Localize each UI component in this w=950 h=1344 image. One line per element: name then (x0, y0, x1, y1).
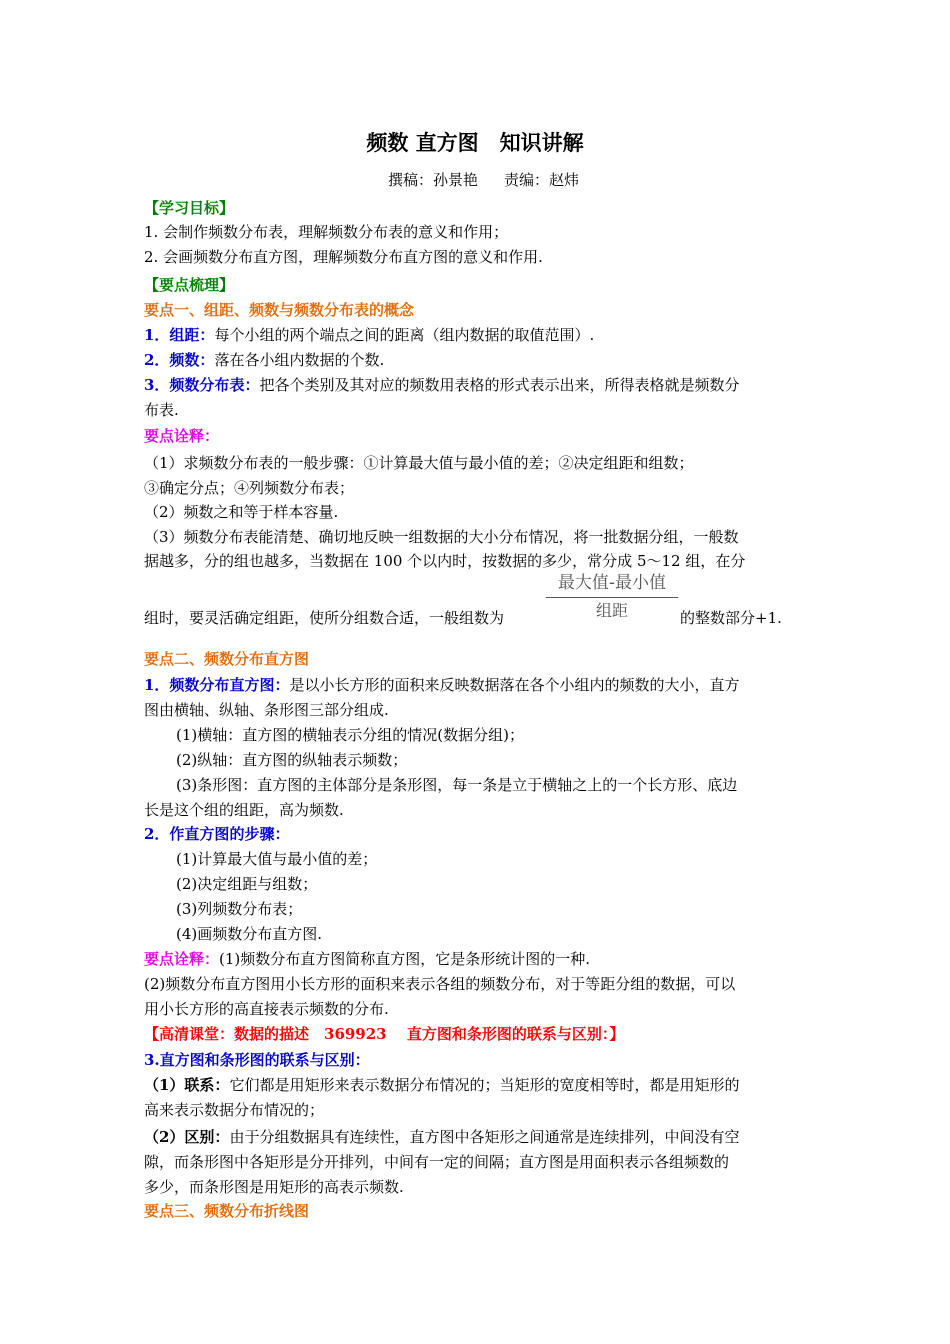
definition-text: 每个小组的两个端点之间的距离（组内数据的取值范围）. (214, 326, 595, 344)
page-title: 频数 直方图 知识讲解 (366, 130, 584, 155)
definition-text: 是以小长方形的面积来反映数据落在各个小组内的频数的大小，直方 (289, 676, 740, 694)
point2-definition-1-cont: 图由横轴、纵轴、条形图三部分组成. (144, 701, 389, 719)
point1-definition-2 (144, 350, 384, 370)
note-heading: 要点诠释： (144, 950, 220, 968)
term-label: （2）区别： (144, 1128, 230, 1146)
step-1: (1)计算最大值与最小值的差； (176, 850, 378, 868)
term-label: 1．频数分布直方图： (144, 676, 290, 694)
connection-line-cont: 高来表示数据分布情况的； (144, 1101, 325, 1119)
note-text: 组时，要灵活确定组距，使所分组数合适，一般组数为 (144, 609, 505, 627)
fraction-numerator: 最大值-最小值 (557, 573, 667, 593)
point2-note-1 (144, 949, 590, 969)
point1-note-3b: 据越多，分的组也越多，当数据在 100 个以内时，按数据的多少，常分成 5～12 组，在分 (144, 552, 746, 570)
term-label: 1．组距： (144, 326, 215, 344)
definition-text: 把各个类别及其对应的频数用表格的形式表示出来，所得表格就是频数分 (259, 376, 740, 394)
point1-definition-3-cont: 布表. (144, 401, 179, 419)
definition-text: 由于分组数据具有连续性，直方图中各矩形之间通常是连续排列，中间没有空 (229, 1128, 740, 1146)
difference-line-cont-1: 隙，而条形图中各矩形是分开排列，中间有一定的间隔；直方图是用面积表示各组频数的 (144, 1153, 730, 1171)
point1-definition-1 (144, 325, 594, 345)
author-label: 撰稿：孙景艳 (388, 171, 479, 189)
objectives-heading: 【学习目标】 (144, 199, 235, 217)
objective-item-2: 2. 会画频数分布直方图，理解频数分布直方图的意义和作用. (144, 248, 543, 266)
point1-heading: 要点一、组距、频数与频数分布表的概念 (144, 301, 415, 319)
point2-note-2b: 用小长方形的高直接表示频数的分布. (144, 1000, 389, 1018)
fraction-bar (546, 597, 678, 598)
point1-note-1b: ③确定分点；④列频数分布表； (144, 479, 355, 497)
point2-definition-3-heading: 3.直方图和条形图的联系与区别： (144, 1051, 370, 1069)
summary-heading: 【要点梳理】 (144, 276, 235, 294)
point1-note-3c (144, 608, 504, 628)
point1-note-heading: 要点诠释： (144, 427, 220, 445)
step-3: (3)列频数分布表； (176, 900, 303, 918)
histogram-part-1: (1)横轴：直方图的横轴表示分组的情况(数据分组)； (176, 726, 524, 744)
byline (388, 170, 579, 190)
point1-note-2: （2）频数之和等于样本容量. (144, 503, 339, 521)
step-4: (4)画频数分布直方图. (176, 925, 323, 943)
term-label: 3．频数分布表： (144, 376, 260, 394)
connection-line (144, 1075, 739, 1095)
group-count-fraction (546, 571, 678, 622)
objective-item-1: 1. 会制作频数分布表，理解频数分布表的意义和作用； (144, 223, 509, 241)
definition-text: 落在各小组内数据的个数. (214, 351, 385, 369)
point2-heading: 要点二、频数分布直方图 (144, 650, 310, 668)
difference-line-cont-2: 多少，而条形图是用矩形的高表示频数. (144, 1178, 404, 1196)
point1-note-3c-tail: 的整数部分+1. (680, 609, 782, 627)
point3-heading: 要点三、频数分布折线图 (144, 1202, 310, 1220)
note-text: (1)频数分布直方图简称直方图，它是条形统计图的一种. (219, 950, 591, 968)
point1-definition-3 (144, 375, 739, 395)
fraction-denominator: 组距 (595, 601, 628, 620)
definition-text: 它们都是用矩形来表示数据分布情况的；当矩形的宽度相等时，都是用矩形的 (229, 1076, 740, 1094)
term-label: （1）联系： (144, 1076, 230, 1094)
histogram-part-3a: (3)条形图：直方图的主体部分是条形图，每一条是立于横轴之上的一个长方形、底边 (176, 776, 738, 794)
histogram-part-2: (2)纵轴：直方图的纵轴表示频数； (176, 751, 408, 769)
hd-class-banner: 【高清课堂：数据的描述 369923 直方图和条形图的联系与区别：】 (144, 1025, 625, 1043)
point2-note-2a: (2)频数分布直方图用小长方形的面积来表示各组的频数分布，对于等距分组的数据，可以 (144, 975, 736, 993)
point2-definition-1 (144, 675, 739, 695)
step-2: (2)决定组距与组数； (176, 875, 318, 893)
point1-note-1a: （1）求频数分布表的一般步骤：①计算最大值与最小值的差；②决定组距和组数； (144, 454, 694, 472)
editor-label: 责编：赵炜 (504, 171, 580, 189)
point1-note-3a: （3）频数分布表能清楚、确切地反映一组数据的大小分布情况，将一批数据分组，一般数 (144, 528, 739, 546)
point2-definition-2: 2．作直方图的步骤： (144, 825, 290, 843)
difference-line (144, 1127, 739, 1147)
term-label: 2．频数： (144, 351, 215, 369)
histogram-part-3b: 长是这个组的组距，高为频数. (144, 801, 344, 819)
